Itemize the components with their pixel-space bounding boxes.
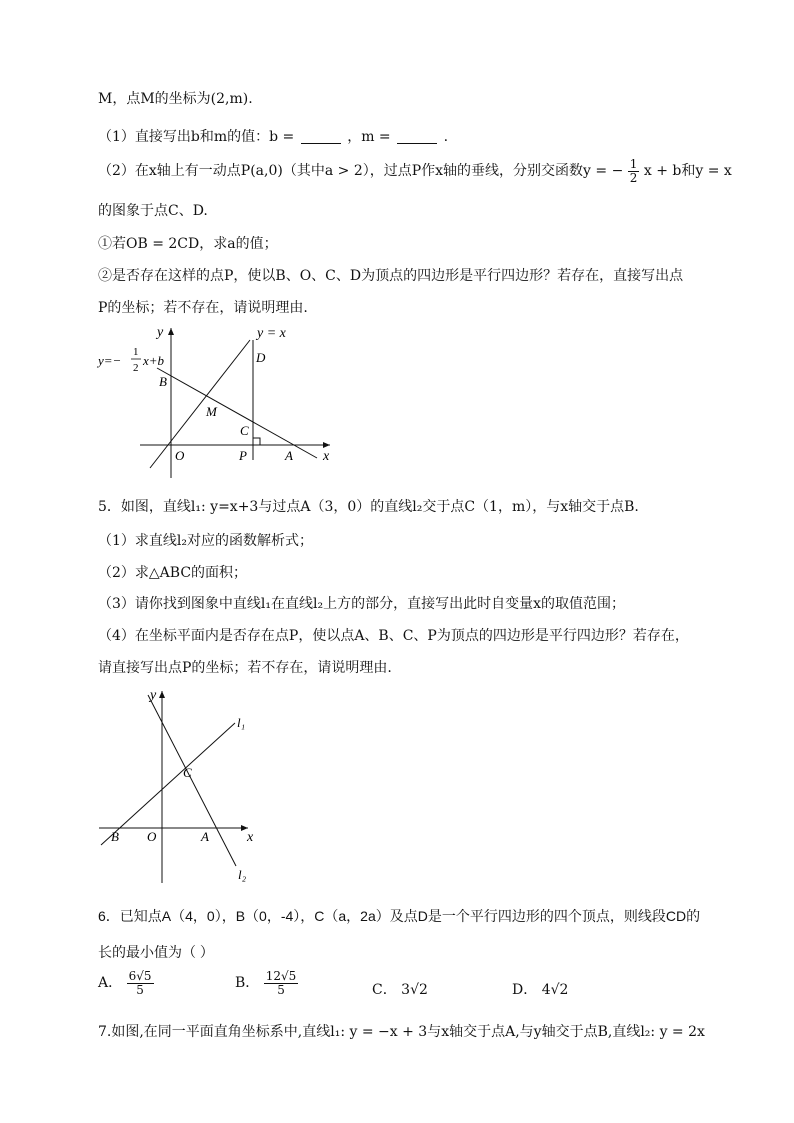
y-axis-arrow-icon <box>159 691 165 698</box>
line-label-y-equals-x: y = x <box>257 326 286 341</box>
q4-part1-text: （1）直接写出b和m的值：b = <box>98 129 295 145</box>
fraction-num: 1 <box>629 157 638 171</box>
point-c-label: C <box>183 765 192 780</box>
fraction-half <box>628 158 640 184</box>
q4-part1 <box>98 126 448 146</box>
point-p-label: P <box>239 448 247 463</box>
option-value: 3√2 <box>401 982 428 998</box>
point-o-label: O <box>175 448 185 463</box>
x-axis-arrow-icon <box>323 442 330 448</box>
fraction-den: 5 <box>136 982 144 997</box>
q4-part1-end: . <box>443 129 449 145</box>
answer-blank-b[interactable] <box>301 129 341 144</box>
q4-sub2: ②是否存在这样的点P，使以B、O、C、D为顶点的四边形是平行四边形？若存在，直接写出点 <box>98 268 684 284</box>
answer-blank-m[interactable] <box>397 129 437 144</box>
q5-title: 5．如图，直线l₁: y=x+3与过点A（3，0）的直线l₂交于点C（1，m），与x轴交于点B. <box>98 499 639 515</box>
q4-sub2b: P的坐标；若不存在，请说明理由. <box>98 300 308 316</box>
point-c-label: C <box>240 423 249 438</box>
q5-figure <box>95 683 270 888</box>
fraction-den: 2 <box>629 170 638 185</box>
option-value: 4√2 <box>541 982 569 998</box>
eq-num: 1 <box>133 346 139 358</box>
right-angle-mark <box>253 438 260 445</box>
point-m-label: M <box>206 404 217 419</box>
q7-title: 7.如图,在同一平面直角坐标系中,直线l₁: y = −x + 3与x轴交于点A,与y轴交于点B,直线l₂: y = 2x <box>98 1024 705 1040</box>
line-l1-label: l₁ <box>237 715 246 730</box>
eq-den: 2 <box>133 362 139 374</box>
y-axis-arrow-icon <box>168 328 174 335</box>
q5-part4: （4）在坐标平面内是否存在点P，使以点A、B、C、P为顶点的四边形是平行四边形？若存在， <box>98 628 689 644</box>
q6-title2: 长的最小值为（ ） <box>98 944 214 960</box>
q4-figure <box>95 320 345 480</box>
point-a-label: A <box>285 448 293 463</box>
option-letter: C． <box>372 982 397 998</box>
q4-sub1: ①若OB = 2CD，求a的值； <box>98 236 278 252</box>
option-letter: D． <box>512 982 538 998</box>
q4-part2-c: 的图象于点C、D. <box>98 203 208 219</box>
eq-suffix: x+b <box>143 353 165 368</box>
q6-option-b[interactable] <box>235 970 298 996</box>
q4-part2 <box>98 158 732 184</box>
option-letter: A． <box>98 975 123 992</box>
q5-part4b: 请直接写出点P的坐标；若不存在，请说明理由. <box>98 660 392 676</box>
q6-option-d[interactable] <box>512 979 568 999</box>
q4-part2-b: x + b和y = x <box>643 163 732 180</box>
line-l1 <box>101 723 235 845</box>
x-axis-label: x <box>247 830 254 845</box>
q5-part3: （3）请你找到图象中直线l₁在直线l₂上方的部分，直接写出此时自变量x的取值范围； <box>98 596 625 612</box>
x-axis-label: x <box>323 449 330 464</box>
option-letter: B． <box>235 975 260 992</box>
point-a-label: A <box>201 829 209 844</box>
option-fraction <box>264 970 299 996</box>
q6-title: 6．已知点A（4，0），B（0，-4），C（a，2a）及点D是一个平行四边形的四个顶点，则线段CD的 <box>98 908 701 924</box>
point-b-label: B <box>159 374 167 389</box>
point-b-label: B <box>111 829 119 844</box>
point-d-label: D <box>256 350 266 365</box>
y-axis-label: y <box>150 688 157 703</box>
fraction-den: 5 <box>277 982 285 997</box>
q4-part1-sep: ，m = <box>347 129 391 145</box>
q6-option-c[interactable] <box>372 979 428 999</box>
q5-part1: （1）求直线l₂对应的函数解析式； <box>98 533 313 549</box>
q4-part2-a: （2）在x轴上有一动点P(a,0)（其中a > 2），过点P作x轴的垂线，分别交函数y = − <box>98 163 624 180</box>
q4-line1: M，点M的坐标为(2,m). <box>98 91 253 107</box>
fraction-num: 6√5 <box>128 969 152 983</box>
y-axis-label: y <box>157 325 164 340</box>
q5-part2: （2）求△ABC的面积； <box>98 565 248 581</box>
q6-option-a[interactable] <box>98 970 154 996</box>
line-l2 <box>148 695 236 866</box>
line-y-equals-x <box>150 340 250 468</box>
fraction-num: 12√5 <box>265 969 297 983</box>
point-o-label: O <box>147 829 157 844</box>
option-fraction <box>127 970 154 996</box>
line-l2-label: l₂ <box>238 867 247 882</box>
eq-prefix: y=− <box>98 353 122 368</box>
